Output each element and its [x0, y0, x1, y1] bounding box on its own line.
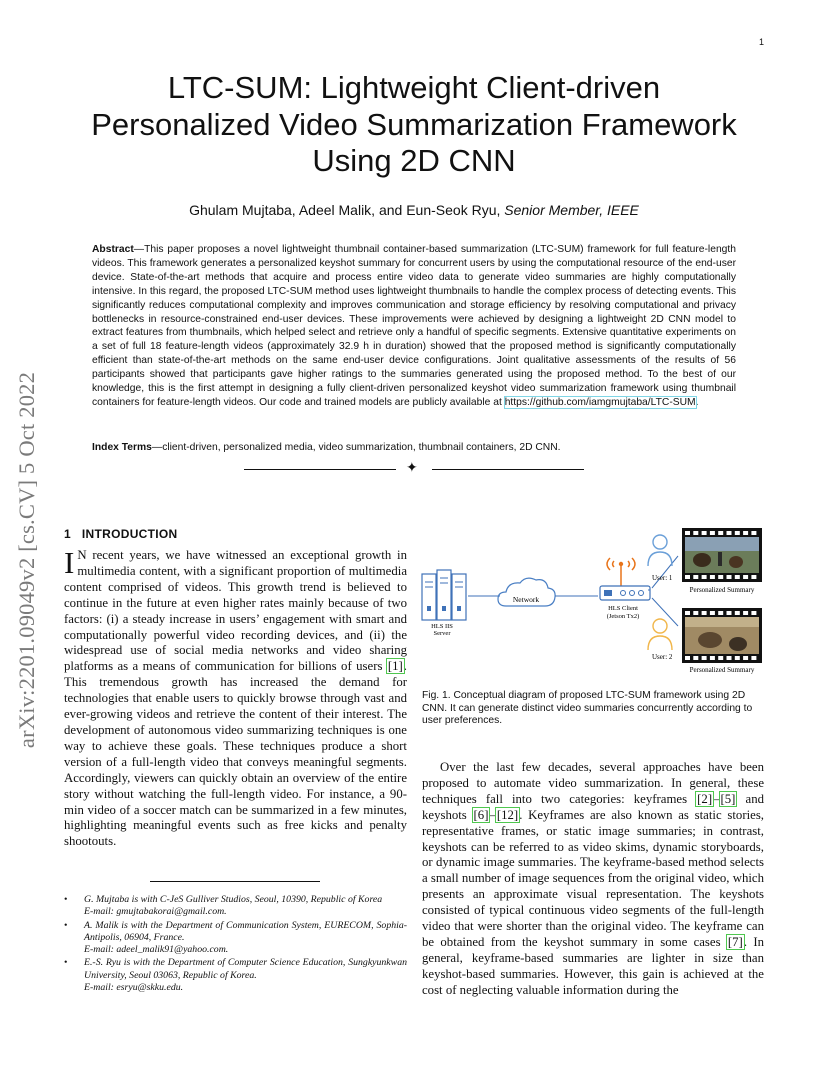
- section-title-initial: I: [81, 527, 86, 541]
- index-terms-label: Index Terms: [92, 442, 152, 453]
- film-sprocket: [710, 531, 715, 535]
- server-label-1: HLS IIS: [431, 623, 453, 630]
- film-sprocket: [735, 611, 740, 615]
- citation-link[interactable]: [7]: [727, 934, 743, 949]
- footnote-affiliation: G. Mujtaba is with C-JeS Gulliver Studios, Seoul, 10390, Republic of Korea: [84, 894, 383, 905]
- summary1-label: Personalized Summary: [689, 586, 755, 594]
- citation-link[interactable]: [5]: [720, 791, 736, 806]
- section-number: 1: [64, 527, 71, 541]
- footnote-rule: [150, 881, 320, 882]
- section-title-rest: NTRODUCTION: [85, 527, 178, 541]
- film-sprocket: [743, 575, 748, 579]
- citation-link[interactable]: [2]: [697, 791, 713, 806]
- film-sprocket: [718, 531, 723, 535]
- film-sprocket: [751, 611, 756, 615]
- index-terms-text: —client-driven, personalized media, video summarization, thumbnail containers, 2D CNN.: [151, 442, 561, 453]
- summary2-label: Personalized Summary: [689, 666, 755, 674]
- film-sprocket: [743, 531, 748, 535]
- film-sprocket: [693, 656, 698, 660]
- section-heading: [64, 527, 178, 541]
- film-sprocket: [685, 575, 690, 579]
- footnote: [64, 894, 407, 919]
- paper-title: [60, 70, 768, 180]
- film-sprocket: [685, 531, 690, 535]
- col2-text-b: and keyshots: [422, 791, 764, 822]
- film-sprocket: [702, 611, 707, 615]
- abstract-label: Abstract: [92, 244, 134, 255]
- footnote-email: E-mail: adeel_malik91@yahoo.com.: [84, 944, 229, 956]
- user2-icon: [648, 619, 672, 650]
- user1-label: User: 1: [652, 574, 673, 582]
- footnote-email: E-mail: esryu@skku.edu.: [84, 982, 184, 994]
- film-sprocket: [693, 611, 698, 615]
- author-list: [60, 202, 768, 218]
- server-icon: [422, 570, 466, 620]
- citation-link[interactable]: [1]: [387, 659, 403, 674]
- abstract-end: .: [695, 396, 699, 408]
- bullet-icon: •: [64, 957, 68, 969]
- client-label-2: (Jetson Tx2): [606, 613, 640, 620]
- intro-text-b: . This tremendous growth has increased the demand for technologies that enable users to quickly browse through vast and ever-growing videos and retrieve the content of their interest. The development of autonomous video summarizing techniques is one way to achieve these goals. These techniques produce a short version of a full-length video that conveys meaningful segments. Accordingly, viewers can quickly obtain an overview of the entire story without watching the full-length video. For instance, a 90-min video of a soccer match can be summarized in a few minutes, highlighting meaningful events such as free kicks and penalty shootouts.: [64, 659, 407, 849]
- client-device-icon: [600, 586, 650, 600]
- framework-diagram: [420, 526, 764, 678]
- network-label: Network: [512, 595, 540, 604]
- film-sprocket: [727, 611, 732, 615]
- bullet-icon: •: [64, 894, 68, 905]
- film-sprocket: [710, 575, 715, 579]
- index-terms: [92, 442, 736, 453]
- footnote: [64, 920, 407, 957]
- title-line-3: Using 2D CNN: [312, 143, 516, 178]
- bullet-icon: •: [64, 919, 68, 931]
- film-sprocket: [751, 656, 756, 660]
- footnote-email: E-mail: gmujtabakorai@gmail.com.: [84, 906, 227, 918]
- author-names: Ghulam Mujtaba, Adeel Malik, and Eun-Seok Ryu,: [189, 202, 505, 218]
- film-sprocket: [735, 656, 740, 660]
- summary1-thumbnail: [682, 528, 762, 582]
- film-sprocket: [727, 531, 732, 535]
- title-line-2: Personalized Video Summarization Framework: [91, 106, 737, 142]
- film-sprocket: [751, 575, 756, 579]
- divider-star-icon: ✦: [406, 460, 418, 476]
- footnote: [64, 957, 407, 994]
- film-sprocket: [702, 656, 707, 660]
- divider-line-left: [244, 469, 396, 470]
- footnotes: [64, 894, 407, 995]
- film-sprocket: [727, 575, 732, 579]
- code-link[interactable]: https://github.com/iamgmujtaba/LTC-SUM: [504, 396, 696, 408]
- footnote-affiliation: A. Malik is with the Department of Communication System, EURECOM, Sophia-Antipolis, 06904, France.: [84, 919, 407, 943]
- film-sprocket: [693, 575, 698, 579]
- divider-line-right: [432, 469, 584, 470]
- col2-text-c: . Keyframes are also known as static stories, representative frames, or static image summaries; in contrast, keyshots can be referred to as video skims, dynamic storyboards, or dynamic image summaries. The keyframe-based method selects a small number of image sequences from the original video, which presents an approximate visual representation. The keyshots consisted of typical continuous video segments of the full-length video that were shorter than the original video. The keyframe can be obtained from the keyshot summary in some cases: [422, 807, 764, 949]
- film-sprocket: [718, 656, 723, 660]
- author-role: Senior Member, IEEE: [504, 202, 639, 218]
- film-sprocket: [735, 575, 740, 579]
- footnote-affiliation: E.-S. Ryu is with the Department of Computer Science Education, Sungkyunkwan University, Seoul 03063, Republic of Korea.: [84, 957, 407, 981]
- title-line-1: LTC-SUM: Lightweight Client-driven: [167, 70, 661, 105]
- citation-link[interactable]: [6]: [473, 807, 489, 822]
- column2-paragraph: [422, 760, 764, 999]
- film-sprocket: [702, 575, 707, 579]
- film-sprocket: [735, 531, 740, 535]
- film-sprocket: [685, 656, 690, 660]
- film-sprocket: [727, 656, 732, 660]
- film-sprocket: [710, 656, 715, 660]
- col2-text-d: . In general, keyframe-based summaries are lighter in size than keyshot-based summaries. However, this gain is achieved at the cost of neglecting valuable information during the: [422, 934, 764, 997]
- citation-link[interactable]: [12]: [496, 807, 519, 822]
- abstract-text: —This paper proposes a novel lightweight thumbnail container-based summarization (LTC-SUM) framework for full feature-length videos. This framework generates a personalized keyshot summary for concurrent users by using the computational resource of the end-user device. State-of-the-art methods that acquire and process entire video data to generate video summaries are highly computationally intensive. In this regard, the proposed LTC-SUM method uses lightweight thumbnails to handle the complex process of detecting events. This significantly reduces computational complexity and improves communication and storage efficiency by resolving computational and privacy bottlenecks in resource-constrained end-user devices. These improvements were achieved by designing a lightweight 2D CNN model to extract features from thumbnails, which helped select and retrieve only a handful of specific segments. Extensive quantitative experiments on a set of full 18 feature-length videos (approximately 32.9 h in duration) showed that the proposed method is significantly computationally efficient than state-of-the-art methods on the same end-user device configurations. Joint qualitative assessments of the results of 56 participants showed that participants gave higher ratings to the summaries generated using the proposed method. To the best of our knowledge, this is the first attempt in designing a fully client-driven personalized keyshot video summarization framework using thumbnail containers for feature-length videos. Our code and trained models are publicly available at: [92, 244, 736, 408]
- film-sprocket: [743, 611, 748, 615]
- section-divider: [244, 460, 584, 477]
- intro-text-a: N recent years, we have witnessed an exceptional growth in multimedia content, with a significant proportion of multimedia content comprised of videos. This growth trend is believed to continue in the future at even higher rates mainly because of two factors: (i) a steady increase in users’ engagement with smart and computationally powerful video recording devices, and (ii) the widespread use of social media networks and video sharing platforms as a means of communication for billions of users: [64, 548, 407, 674]
- summary2-thumbnail: [682, 608, 762, 663]
- wifi-icon: [607, 558, 635, 586]
- figure-caption: Fig. 1. Conceptual diagram of proposed LTC-SUM framework using 2D CNN. It can generate distinct video summaries concurrently according to user preferences.: [422, 690, 753, 727]
- user1-icon: [648, 535, 672, 566]
- film-sprocket: [702, 531, 707, 535]
- arxiv-stamp: arXiv:2201.09049v2 [cs.CV] 5 Oct 2022: [14, 371, 39, 749]
- page-number: 1: [758, 37, 764, 47]
- film-sprocket: [751, 531, 756, 535]
- server-label-2: Server: [433, 630, 451, 637]
- abstract: [92, 243, 736, 410]
- drop-cap: I: [64, 545, 75, 580]
- client-label-1: HLS Client: [608, 605, 638, 612]
- film-sprocket: [693, 531, 698, 535]
- film-sprocket: [710, 611, 715, 615]
- film-sprocket: [685, 611, 690, 615]
- citation-dash: –: [489, 807, 496, 822]
- user2-label: User: 2: [652, 653, 673, 661]
- film-sprocket: [718, 611, 723, 615]
- film-sprocket: [743, 656, 748, 660]
- film-sprocket: [718, 575, 723, 579]
- citation-dash: –: [713, 791, 720, 806]
- col2-text-a: Over the last few decades, several approaches have been proposed to automate video summarization. In general, these techniques fall into two categories: keyframes: [422, 760, 764, 806]
- intro-paragraph: [64, 545, 407, 850]
